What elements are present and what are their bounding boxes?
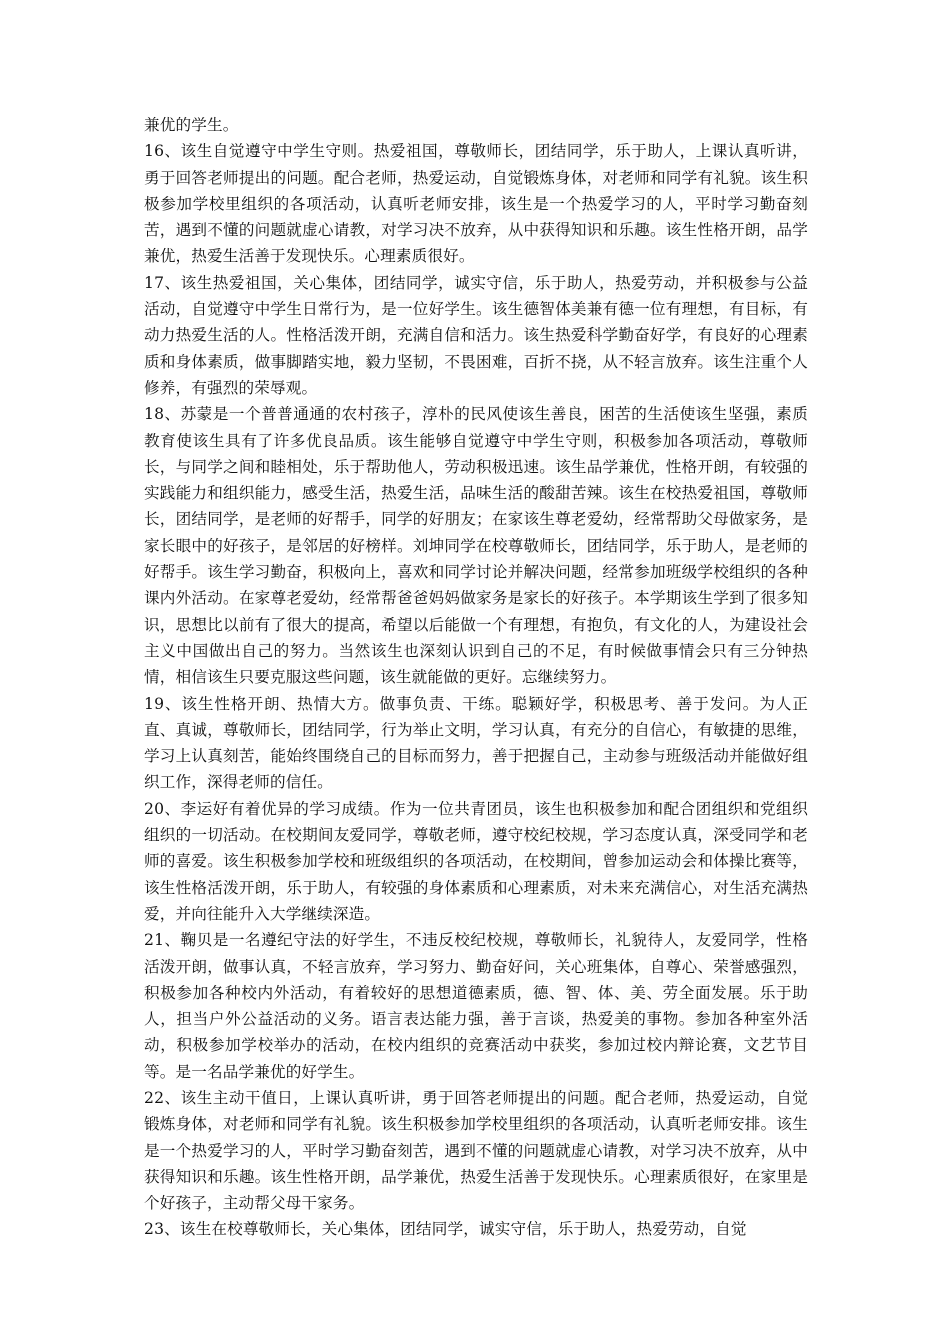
paragraph-19: 19、该生性格开朗、热情大方。做事负责、干练。聪颖好学，积极思考、善于发问。为人正直、真诚，尊敬师长，团结同学，行为举止文明，学习认真，有充分的自信心，有敏捷的思维，学习上认真刻苦，能始终围绕自己的目标而努力，善于把握自己，主动参与班级活动并能做好组织工作，深得老师的信任。 bbox=[144, 694, 808, 792]
paragraph-17: 17、该生热爱祖国，关心集体，团结同学，诚实守信，乐于助人，热爱劳动，并积极参与公益活动，自觉遵守中学生日常行为，是一位好学生。该生德智体美兼有德一位有理想，有目标，有动力热爱生活的人。性格活泼开朗，充满自信和活力。该生热爱科学勤奋好学，有良好的心理素质和身体素质，做事脚踏实地，毅力坚韧，不畏困难，百折不挠，从不轻言放弃。该生注重个人修养，有强烈的荣辱观。 bbox=[144, 273, 808, 397]
paragraph-18: 18、苏蒙是一个普普通通的农村孩子，淳朴的民风使该生善良，困苦的生活使该生坚强，素质教育使该生具有了许多优良品质。该生能够自觉遵守中学生守则，积极参加各项活动，尊敬师长，与同学之间和睦相处，乐于帮助他人，劳动积极迅速。该生品学兼优，性格开朗，有较强的实践能力和组织能力，感受生活，热爱生活，品味生活的酸甜苦辣。该生在校热爱祖国，尊敬师长，团结同学，是老师的好帮手，同学的好朋友；在家该生尊老爱幼，经常帮助父母做家务，是家长眼中的好孩子，是邻居的好榜样。刘坤同学在校尊敬师长，团结同学，乐于助人，是老师的好帮手。该生学习勤奋，积极向上，喜欢和同学讨论并解决问题，经常参加班级学校组织的各种课内外活动。在家尊老爱幼，经常帮爸爸妈妈做家务是家长的好孩子。本学期该生学到了很多知识，思想比以前有了很大的提高，希望以后能做一个有理想，有抱负，有文化的人，为建设社会主义中国做出自己的努力。当然该生也深刻认识到自己的不足，有时候做事情会只有三分钟热情，相信该生只要克服这些问题，该生就能做的更好。忘继续努力。 bbox=[144, 405, 808, 687]
paragraph-22: 22、该生主动干值日，上课认真听讲，勇于回答老师提出的问题。配合老师，热爱运动，自觉锻炼身体，对老师和同学有礼貌。该生积极参加学校里组织的各项活动，认真听老师安排。该生是一个热爱学习的人，平时学习勤奋刻苦，遇到不懂的问题就虚心请教，对学习决不放弃，从中获得知识和乐趣。该生性格开朗，品学兼优，热爱生活善于发现快乐。心理素质很好，在家里是个好孩子，主动帮父母干家务。 bbox=[144, 1088, 808, 1213]
paragraph-23: 23、该生在校尊敬师长，关心集体，团结同学，诚实守信，乐于助人，热爱劳动，自觉 bbox=[144, 1220, 747, 1239]
paragraph-21: 21、鞠贝是一名遵纪守法的好学生，不违反校纪校规，尊敬师长，礼貌待人，友爱同学，性格活泼开朗，做事认真，不轻言放弃，学习努力、勤奋好问，关心班集体，自尊心、荣誉感强烈，积极参加各种校内外活动，有着较好的思想道德素质，德、智、体、美、劳全面发展。乐于助人，担当户外公益活动的义务。语言表达能力强，善于言谈，热爱美的事物。参加各种室外活动，积极参加学校举办的活动，在校内组织的竞赛活动中获奖，参加过校内辩论赛，文艺节目等。是一名品学兼优的好学生。 bbox=[144, 931, 808, 1081]
paragraph-16: 16、该生自觉遵守中学生守则。热爱祖国，尊敬师长，团结同学，乐于助人，上课认真听讲，勇于回答老师提出的问题。配合老师，热爱运动，自觉锻炼身体，对老师和同学有礼貌。该生积极参加学校里组织的各项活动，认真听老师安排，该生是一个热爱学习的人，平时学习勤奋刻苦，遇到不懂的问题就虚心请教，对学习决不放弃，从中获得知识和乐趣。该生性格开朗，品学兼优，热爱生活善于发现快乐。心理素质很好。 bbox=[144, 142, 808, 266]
document-body bbox=[144, 112, 808, 1243]
paragraph-continuation: 兼优的学生。 bbox=[144, 116, 239, 134]
paragraph-20: 20、李运好有着优异的学习成绩。作为一位共青团员，该生也积极参加和配合团组织和党组织组织的一切活动。在校期间友爱同学，尊敬老师，遵守校纪校规，学习态度认真，深受同学和老师的喜爱。该生积极参加学校和班级组织的各项活动，在校期间，曾参加运动会和体操比赛等，该生性格活泼开朗，乐于助人，有较强的身体素质和心理素质，对未来充满信心，对生活充满热爱，并向往能升入大学继续深造。 bbox=[144, 799, 808, 923]
